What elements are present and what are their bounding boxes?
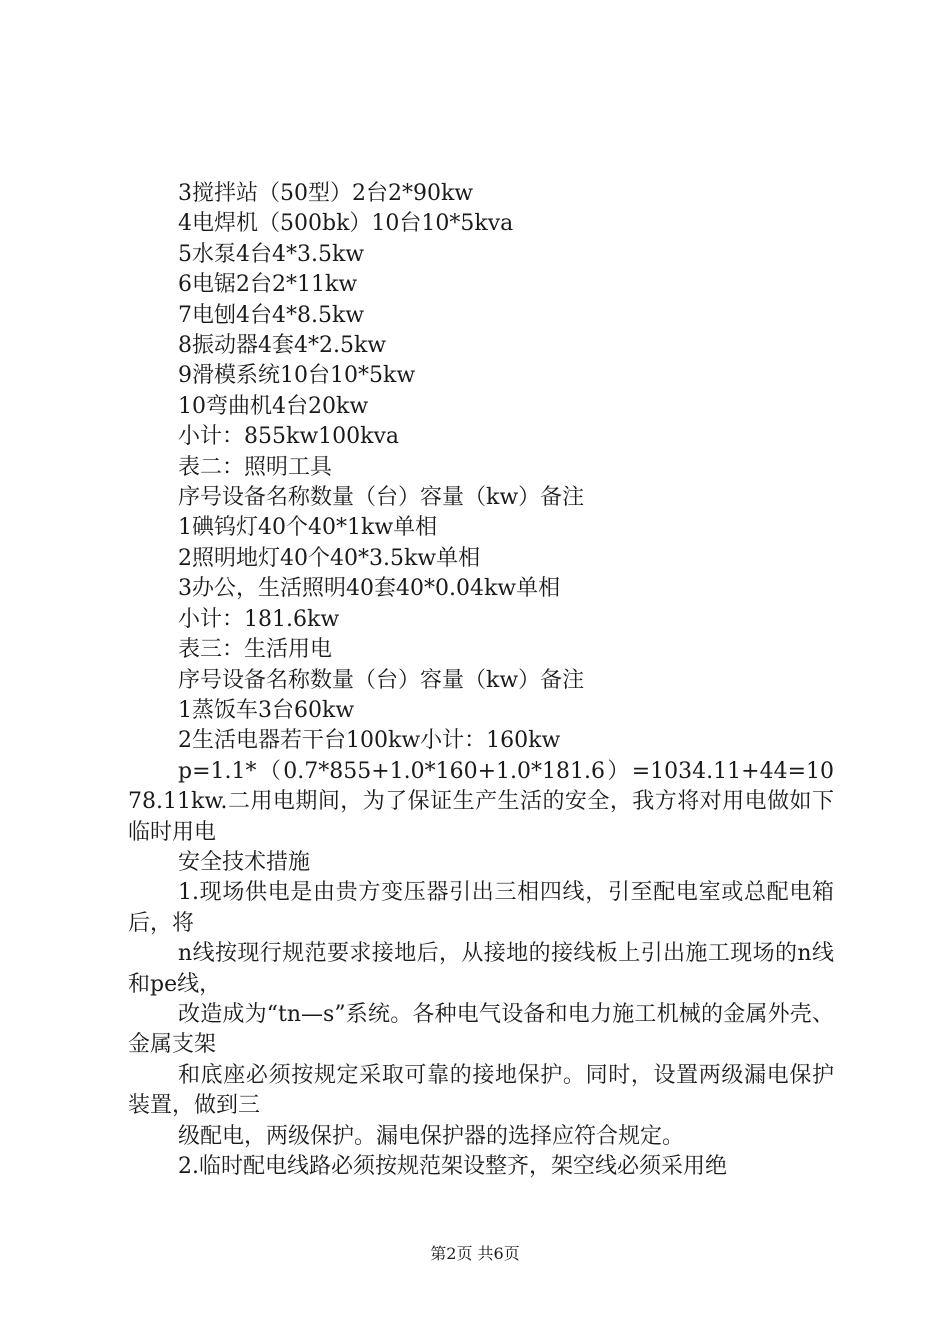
table-header-line: 序号设备名称数量（台）容量（kw）备注 bbox=[178, 485, 585, 511]
page-number-footer: 第2页 共6页 bbox=[430, 1244, 520, 1263]
paragraph: 小计：181.6kw bbox=[178, 606, 340, 632]
paragraph: 1蒸饭车3台60kw bbox=[178, 697, 355, 723]
paragraph: 改造成为“tn—s”系统。各种电气设备和电力施工机械的金属外壳、金属支架 bbox=[128, 1001, 834, 1058]
paragraph: 8振动器4套4*2.5kw bbox=[178, 333, 387, 359]
section-heading: 表二：照明工具 bbox=[178, 454, 333, 480]
section-heading: 表三：生活用电 bbox=[178, 637, 333, 663]
table-header-line: 序号设备名称数量（台）容量（kw）备注 bbox=[178, 667, 585, 693]
paragraph: n线按现行规范要求接地后，从接地的接线板上引出施工现场的n线和pe线， bbox=[128, 941, 834, 997]
paragraph: 4电焊机（500bk）10台10*5kva bbox=[178, 211, 514, 237]
paragraph: 和底座必须按规定采取可靠的接地保护。同时，设置两级漏电保护装置，做到三 bbox=[128, 1062, 834, 1119]
paragraph: p=1.1*（0.7*855+1.0*160+1.0*181.6）=1034.11+44=1078.11kw.二用电期间，为了保证生产生活的安全，我方将对用电做如下临时用电 bbox=[128, 758, 834, 845]
paragraph: 1碘钨灯40个40*1kw单相 bbox=[178, 515, 438, 541]
paragraph: 2.临时配电线路必须按规范架设整齐，架空线必须采用绝 bbox=[178, 1154, 727, 1179]
paragraph: 9滑模系统10台10*5kw bbox=[178, 363, 416, 389]
paragraph: 5水泵4台4*3.5kw bbox=[178, 241, 365, 267]
section-heading: 安全技术措施 bbox=[178, 849, 311, 875]
paragraph: 6电锯2台2*11kw bbox=[178, 272, 358, 298]
paragraph: 3搅拌站（50型）2台2*90kw bbox=[178, 181, 474, 206]
paragraph: 10弯曲机4台20kw bbox=[178, 393, 369, 419]
paragraph: 1.现场供电是由贵方变压器引出三相四线，引至配电室或总配电箱后，将 bbox=[128, 880, 834, 936]
paragraph: 3办公，生活照明40套40*0.04kw单相 bbox=[178, 576, 561, 602]
paragraph: 2生活电器若干台100kw小计：160kw bbox=[178, 728, 561, 754]
paragraph: 级配电，两级保护。漏电保护器的选择应符合规定。 bbox=[178, 1123, 685, 1149]
paragraph: 7电刨4台4*8.5kw bbox=[178, 302, 365, 328]
paragraph: 2照明地灯40个40*3.5kw单相 bbox=[178, 545, 481, 571]
paragraph: 小计：855kw100kva bbox=[178, 424, 400, 450]
document-body bbox=[128, 179, 834, 1182]
